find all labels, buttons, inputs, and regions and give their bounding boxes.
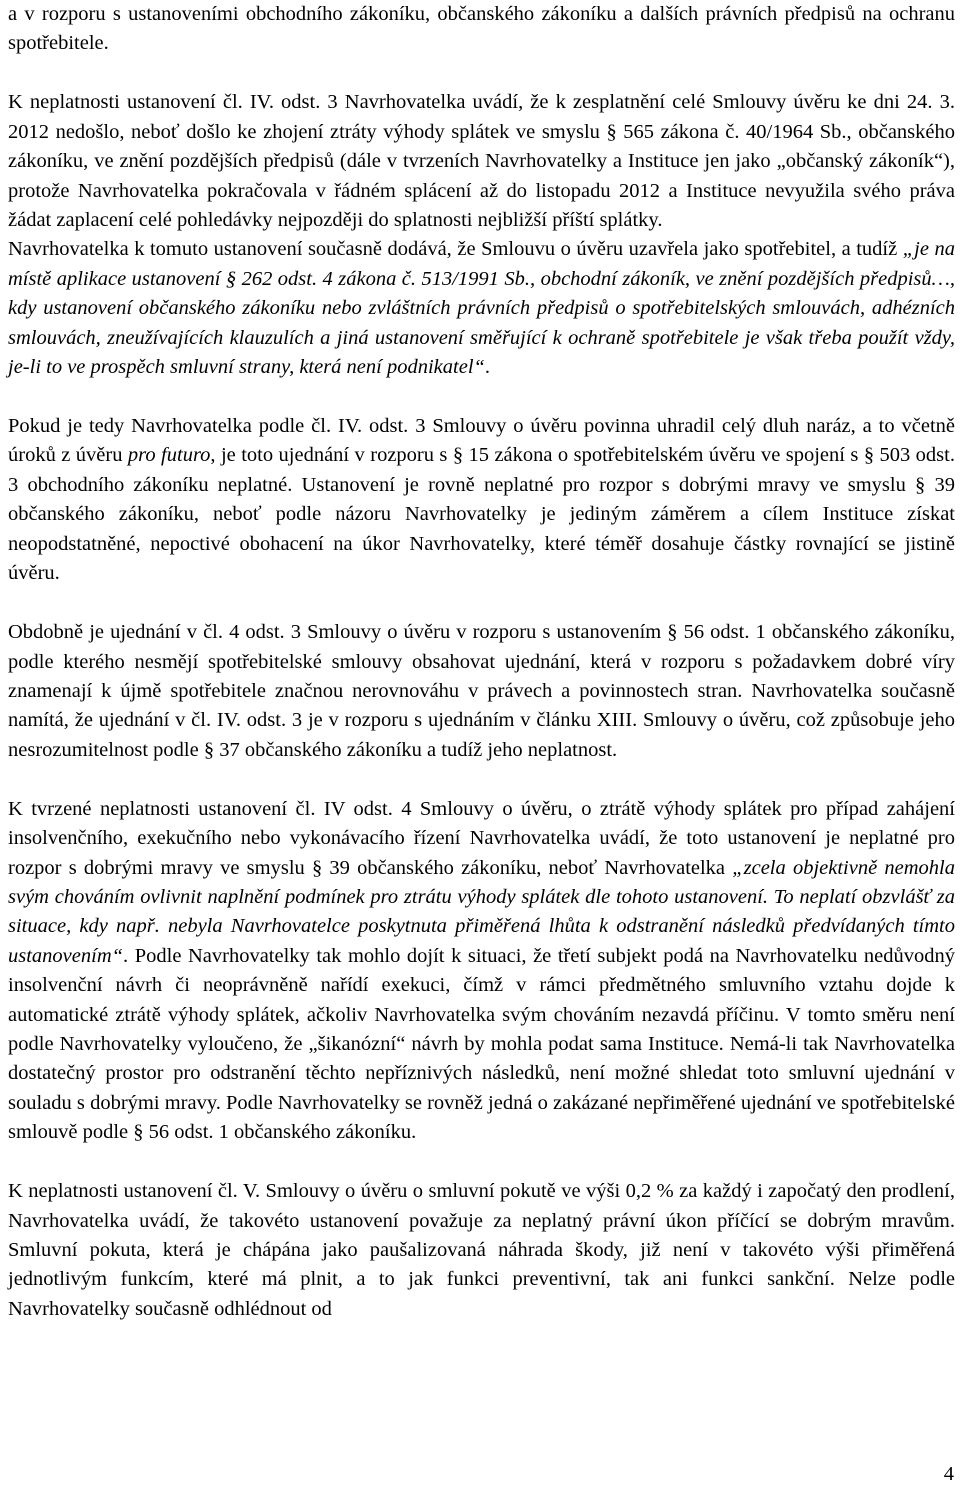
paragraph-4 [8,412,955,588]
text-segment: a v rozporu s ustanoveními obchodního zákoníku, občanského zákoníku a dalších právních předpisů na ochranu spotřebitele. [8,3,955,55]
italic-quote: „je na místě aplikace ustanovení § 262 odst. 4 zákona č. 513/1991 Sb., obchodní zákoník, ve znění pozdějších předpisů…, kdy ustanovení občanského zákoníku nebo zvláštních právních předpisů o spotřebitelských smlouvách, adhézních smlouvách, zneužívajících klauzulích a jiná ustanovení směřující k ochraně spotřebitele je však třeba použít vždy, je-li to ve prospěch smluvní strany, která není podnikatel“ [8,238,955,379]
page-number: 4 [943,1463,954,1485]
paragraph-gap [8,589,955,619]
paragraph-5 [8,618,955,765]
text-segment: K tvrzené neplatnosti ustanovení čl. IV odst. 4 Smlouvy o úvěru, o ztrátě výhody splátek pro případ zahájení insolvenčního, exekučního nebo vykonávacího řízení Navrhovatelka uvádí, že toto ustanovení je neplatné pro rozpor s dobrými mravy ve smyslu § 39 občanského zákoníku, neboť Navrhovatelka [8,797,955,879]
paragraph-3 [8,235,955,382]
italic-quote: „zcela objektivně nemohla svým chováním ovlivnit naplnění podmínek pro ztrátu výhody splátek dle tohoto ustanovení. To neplatí obzvlášť za situace, kdy např. nebyla Navrhovatelce poskytnuta přiměřená lhůta k odstranění následků předvídaných tímto ustanovením“ [8,856,955,967]
paragraph-gap [8,59,955,89]
text-segment: , je toto ujednání v rozporu s § 15 zákona o spotřebitelském úvěru ve spojení s § 503 odst. 3 obchodního zákoníku neplatné. Ustanovení je rovně neplatné pro rozpor s dobrými mravy ve smyslu § 39 občanského zákoníku, neboť podle názoru Navrhovatelky je jediným záměrem a cílem Instituce získat neopodstatněné, nepoctivé obohacení na úkor Navrhovatelky, které téměř dosahuje částky rovnající se jistině úvěru. [8,444,955,585]
text-segment: K neplatnosti ustanovení čl. V. Smlouvy o úvěru o smluvní pokutě ve výši 0,2 % za každý i započatý den prodlení, Navrhovatelka uvádí, že takovéto ustanovení považuje za neplatný právní úkon příčící se dobrým mravům. Smluvní pokuta, která je chápána jako paušalizovaná náhrada škody, již není v takovéto výši přiměřená jednotlivým funkcím, které má plnit, a to jak funkci preventivní, tak ani funkci sankční. Nelze podle Navrhovatelky současně odhlédnout od [8,1180,955,1320]
text-segment: K neplatnosti ustanovení čl. IV. odst. 3 Navrhovatelka uvádí, že k zesplatnění celé Smlouvy úvěru ke dni 24. 3. 2012 nedošlo, neboť došlo ke zhojení ztráty výhody splátek ve smyslu § 565 zákona č. 40/1964 Sb., občanského zákoníku, ve znění pozdějších předpisů (dále v tvrzeních Navrhovatelky a Instituce jen jako „občanský zákoník“), protože Navrhovatelka pokračovala v řádném splácení až do listopadu 2012 a Instituce nevyužila svého práva žádat zaplacení celé pohledávky nejpozději do splatnosti nejbližší příští splátky. [8,91,955,232]
text-segment: . Podle Navrhovatelky tak mohlo dojít k situaci, že třetí subjekt podá na Navrhovatelku nedůvodný insolvenční návrh či neoprávněně nařídí exekuci, čímž v rámci předmětného smluvního vztahu dojde k automatické ztrátě výhody splátek, ačkoliv Navrhovatelka svým chováním nezavdá příčinu. V tomto směru není podle Navrhovatelky vyloučeno, že „šikanózní“ návrh by mohla podat sama Instituce. Nemá-li tak Navrhovatelka dostatečný prostor pro odstranění těchto nepříznivých následků, není možné shledat toto smluvní ujednání v souladu s dobrými mravy. Podle Navrhovatelky se rovněž jedná o zakázané nepřiměřené ujednání ve spotřebitelské smlouvě podle § 56 odst. 1 občanského zákoníku. [8,944,955,1144]
paragraph-2 [8,88,955,235]
paragraph-gap [8,382,955,412]
paragraph-1 [8,0,955,59]
paragraph-7 [8,1177,955,1324]
text-segment: Obdobně je ujednání v čl. 4 odst. 3 Smlouvy o úvěru v rozporu s ustanovením § 56 odst. 1 občanského zákoníku, podle kterého nesmějí spotřebitelské smlouvy obsahovat ujednání, která v rozporu s požadavkem dobré víry znamenají k újmě spotřebitele značnou nerovnováhu v právech a povinnostech stran. Navrhovatelka současně namítá, že ujednání v čl. IV. odst. 3 je v rozporu s ujednáním v článku XIII. Smlouvy o úvěru, což způsobuje jeho nesrozumitelnost podle § 37 občanského zákoníku a tudíž jeho neplatnost. [8,621,955,761]
text-segment: . [484,356,491,379]
text-segment: Pokud je tedy Navrhovatelka podle čl. IV. odst. 3 Smlouvy o úvěru povinna uhradil celý dluh naráz, a to včetně úroků z úvěru [8,415,955,467]
italic-phrase: pro futuro [127,444,211,467]
paragraph-6 [8,795,955,1148]
text-segment: Navrhovatelka k tomuto ustanovení současně dodává, že Smlouvu o úvěru uzavřela jako spotřebitel, a tudíž [8,238,903,261]
paragraph-gap [8,1148,955,1178]
document-page [8,0,955,1324]
paragraph-gap [8,765,955,795]
